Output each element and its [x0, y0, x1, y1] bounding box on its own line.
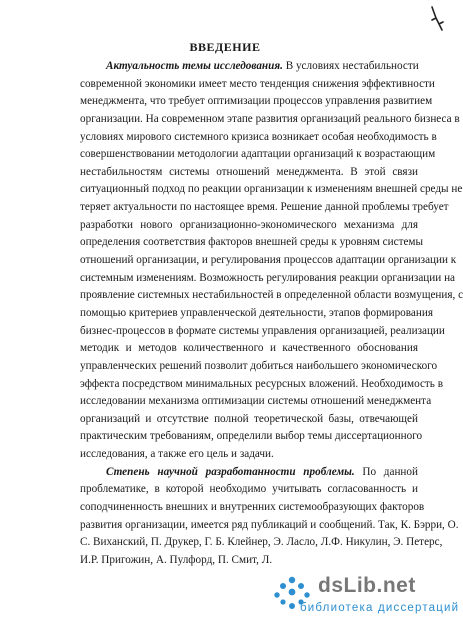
text-line: проблематике, в которой необходимо учитывать согласованность и — [80, 483, 418, 496]
text-line: В условиях нестабильности — [282, 60, 419, 72]
text-line: нестабильностям системы отношений менеджмента. В этой связи — [80, 165, 418, 178]
watermark-subtitle: библиотека диссертаций — [300, 602, 460, 614]
page-corner-mark — [430, 6, 444, 32]
text-line: организаций и отсутствие полной теоретической базы, отвечающей — [80, 412, 418, 425]
dslib-watermark[interactable] — [262, 572, 460, 620]
paragraph-2-heading: Степень научной разработанности проблемы. — [106, 465, 355, 478]
paragraph-2-line-1 — [80, 464, 418, 482]
text-line: организации. На современном этапе развития организаций реального бизнеса в — [80, 112, 460, 125]
text-line: совершенствовании методологии адаптации организаций к возрастающим — [80, 148, 436, 161]
text-line: соподчиненность внешних и внутренних системообразующих факторов — [80, 501, 425, 514]
document-body — [80, 58, 463, 570]
text-line: отношений организации, и регулирования процессов адаптации организации к — [80, 254, 457, 267]
text-line: менеджмента, что требует оптимизации процессов управления развитием — [80, 95, 433, 108]
text-line: И.Р. Пригожин, А. Пулфорд, П. Смит, Л. — [80, 553, 273, 566]
text-line: исследования, а также его цель и задачи. — [80, 448, 274, 461]
text-line: современной экономики имеет место тенденция снижения эффективности — [80, 77, 435, 90]
text-line: ситуационный подход по реакции организации к изменениям внешней среды не — [80, 183, 463, 196]
page-title: ВВЕДЕНИЕ — [189, 40, 261, 54]
text-line: определения соответствия факторов внешней среды к уровням системы — [80, 236, 424, 249]
paragraph-1-line-1 — [80, 58, 418, 76]
text-line: исследовании механизма оптимизации системы отношений менеджмента — [80, 395, 432, 408]
text-line: разработки нового организационно-экономического механизма для — [80, 218, 418, 231]
text-line: условиях мирового системного кризиса возникает особая необходимость в — [80, 130, 437, 143]
text-line: развития организации, имеется ряд публикаций и сообщений. Так, К. Бэрри, О. — [80, 518, 459, 531]
text-line: эффекта посредством минимальных ресурсных вложений. Необходимость в — [80, 377, 443, 390]
text-line: бизнес-процессов в формате системы управления организацией, реализации — [80, 324, 445, 337]
text-line: теряет актуальности по настоящее время. Решение данной проблемы требует — [80, 201, 449, 214]
watermark-logo-text: dsLib.net — [318, 574, 416, 597]
text-line: С. Виханский, П. Друкер, Г. Б. Клейнер, Э. Ласло, Л.Ф. Никулин, Э. Петерс, — [80, 536, 443, 549]
text-line: управленческих решений позволит добиться наибольшего экономического — [80, 359, 438, 372]
text-line: По данной — [354, 465, 418, 478]
paragraph-1-heading: Актуальность темы исследования. — [106, 60, 283, 72]
text-line: практическим требованиям, определили выбор темы диссертационного — [80, 430, 423, 443]
text-line: проявление системных нестабильностей в определенной области возмущения, с — [80, 289, 463, 302]
text-line: системным изменениям. Возможность регулирования реакции организации на — [80, 271, 456, 284]
text-line: помощью критериев управленческой деятельности, этапов формирования — [80, 306, 433, 319]
text-line: методик и методов количественного и качественного обоснования — [80, 342, 418, 355]
